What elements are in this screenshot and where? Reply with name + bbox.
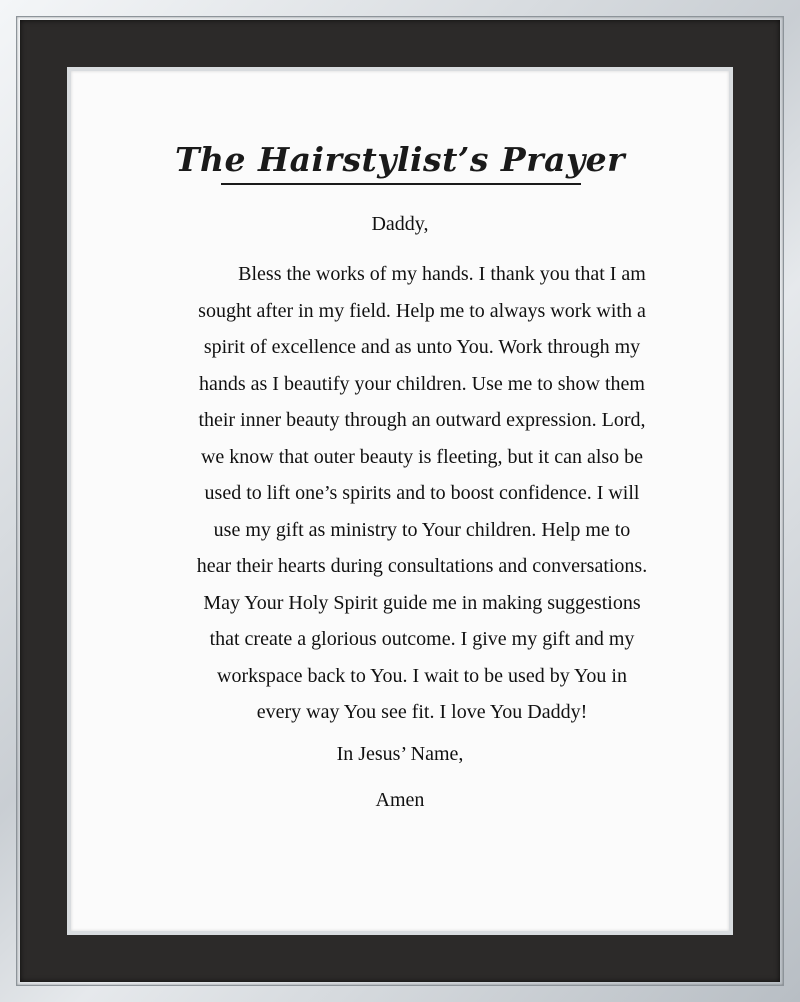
prayer-line: May Your Holy Spirit guide me in making suggestions xyxy=(203,591,641,614)
prayer-line: workspace back to You. I wait to be used by You in xyxy=(217,664,627,687)
page-title: The Hairstylist’s Prayer xyxy=(174,140,626,179)
prayer-line: we know that outer beauty is fleeting, but it can also be xyxy=(200,445,644,468)
salutation: Daddy, xyxy=(371,213,429,235)
prayer-line: hear their hearts during consultations and conversations. xyxy=(196,555,648,577)
closing-line: In Jesus’ Name, xyxy=(336,743,464,765)
prayer-page xyxy=(71,71,729,931)
prayer-line: that create a glorious outcome. I give my gift and my xyxy=(209,628,635,650)
prayer-line: spirit of excellence and as unto You. Work through my xyxy=(203,336,641,358)
prayer-line: used to lift one’s spirits and to boost confidence. I will xyxy=(204,482,640,504)
prayer-line: use my gift as ministry to Your children. Help me to xyxy=(213,518,631,541)
prayer-line: sought after in my field. Help me to always work with a xyxy=(198,299,646,322)
title-underline xyxy=(221,183,581,185)
prayer-line: hands as I beautify your children. Use me to show them xyxy=(198,372,645,395)
signoff: Amen xyxy=(375,789,425,811)
prayer-body xyxy=(179,256,665,731)
prayer-line: Bless the works of my hands. I thank you that I am xyxy=(238,263,646,285)
prayer-line: their inner beauty through an outward expression. Lord, xyxy=(198,409,646,431)
prayer-line: every way You see fit. I love You Daddy! xyxy=(256,701,588,723)
